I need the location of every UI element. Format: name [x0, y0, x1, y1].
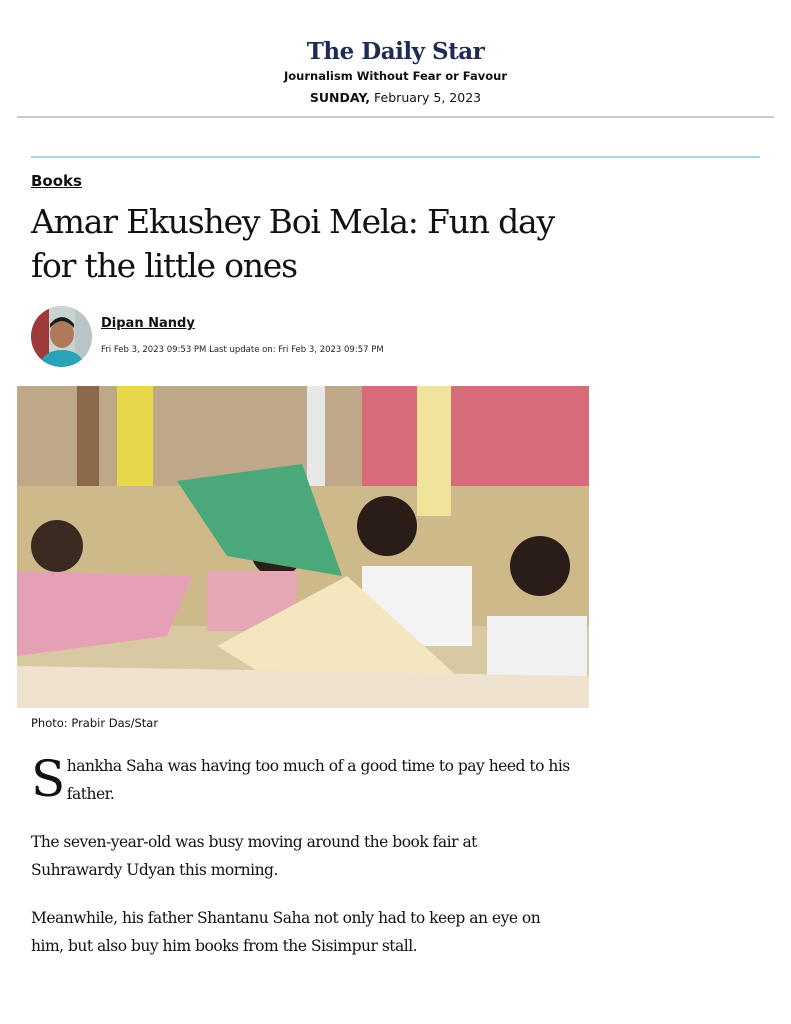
photo-caption: Photo: Prabir Das/Star — [31, 716, 159, 730]
section-divider — [31, 156, 760, 158]
article-paragraph: The seven-year-old was busy moving around the book fair at Suhrawardy Udyan this morning. — [31, 833, 477, 879]
article-paragraph: Meanwhile, his father Shantanu Saha not only had to keep an eye on him, but also buy him books from the Sisimpur stall. — [31, 909, 541, 955]
article-photo — [17, 386, 589, 708]
dateline-date: February 5, 2023 — [374, 90, 482, 105]
header-divider — [17, 116, 774, 118]
article-body — [31, 752, 571, 980]
paragraph-text: hankha Saha was having too much of a good time to pay heed to his father. — [66, 757, 570, 803]
article-paragraph — [31, 752, 571, 808]
author-name-link[interactable]: Dipan Nandy — [101, 316, 195, 331]
children-reading-photo — [17, 386, 589, 708]
section-link[interactable]: Books — [31, 172, 82, 190]
author-avatar-image — [31, 306, 92, 367]
dateline-day: SUNDAY, — [309, 90, 371, 105]
author-avatar[interactable] — [31, 306, 92, 367]
dateline — [0, 90, 791, 105]
article-timestamp: Fri Feb 3, 2023 09:53 PM Last update on: Fri Feb 3, 2023 09:57 PM — [101, 345, 384, 355]
site-tagline: Journalism Without Fear or Favour — [284, 69, 507, 83]
drop-cap: S — [31, 750, 65, 808]
site-logo[interactable]: The Daily Star — [306, 38, 485, 65]
article-headline: Amar Ekushey Boi Mela: Fun day for the little ones — [31, 202, 554, 285]
